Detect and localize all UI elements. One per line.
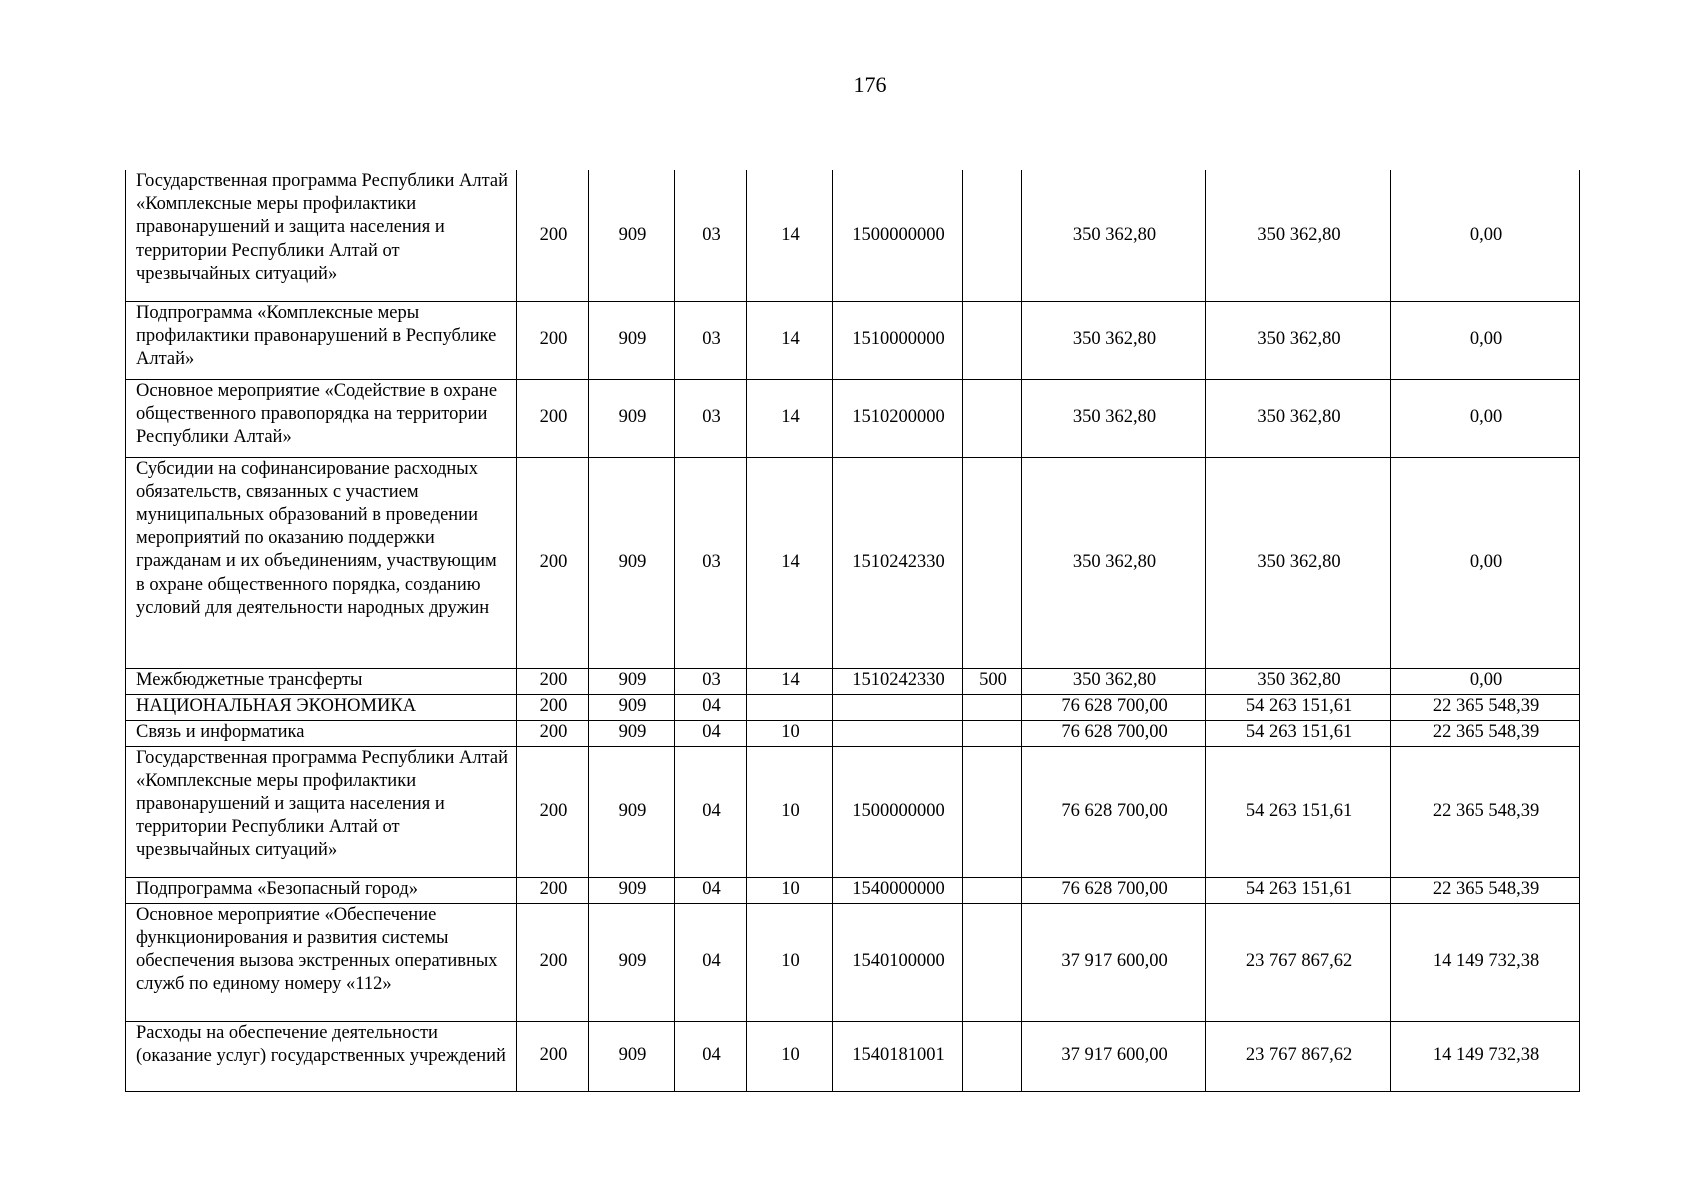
cell-subsection: 14 <box>747 301 833 379</box>
table-row <box>126 720 1580 746</box>
cell-code-2: 909 <box>589 379 675 457</box>
cell-section: 03 <box>675 170 747 301</box>
cell-code-2: 909 <box>589 170 675 301</box>
cell-amount-executed: 350 362,80 <box>1206 379 1391 457</box>
cell-amount-approved: 37 917 600,00 <box>1022 1021 1206 1091</box>
cell-name: Государственная программа Республики Алтай «Комплексные меры профилактики правонарушений и защита населения и территории Республики Алтай от чрезвычайных ситуаций» <box>126 746 517 877</box>
cell-target-article: 1510200000 <box>833 379 963 457</box>
cell-code-2: 909 <box>589 720 675 746</box>
cell-code-1: 200 <box>517 1021 589 1091</box>
cell-section: 03 <box>675 457 747 668</box>
cell-code-1: 200 <box>517 877 589 903</box>
cell-subsection: 10 <box>747 903 833 1021</box>
cell-amount-unexecuted: 0,00 <box>1391 301 1580 379</box>
cell-amount-unexecuted: 0,00 <box>1391 170 1580 301</box>
cell-amount-unexecuted: 22 365 548,39 <box>1391 720 1580 746</box>
cell-subsection: 10 <box>747 1021 833 1091</box>
cell-code-1: 200 <box>517 301 589 379</box>
cell-code-1: 200 <box>517 170 589 301</box>
cell-amount-approved: 76 628 700,00 <box>1022 746 1206 877</box>
cell-name: Подпрограмма «Комплексные меры профилактики правонарушений в Республике Алтай» <box>126 301 517 379</box>
cell-name: Подпрограмма «Безопасный город» <box>126 877 517 903</box>
cell-expense-type <box>963 301 1022 379</box>
cell-code-1: 200 <box>517 694 589 720</box>
cell-code-2: 909 <box>589 1021 675 1091</box>
table-body <box>126 170 1580 1091</box>
cell-code-1: 200 <box>517 457 589 668</box>
cell-amount-approved: 76 628 700,00 <box>1022 877 1206 903</box>
cell-amount-executed: 23 767 867,62 <box>1206 903 1391 1021</box>
table-row <box>126 746 1580 877</box>
cell-amount-executed: 23 767 867,62 <box>1206 1021 1391 1091</box>
cell-amount-unexecuted: 14 149 732,38 <box>1391 903 1580 1021</box>
cell-code-2: 909 <box>589 301 675 379</box>
cell-amount-approved: 350 362,80 <box>1022 457 1206 668</box>
cell-target-article: 1510242330 <box>833 668 963 694</box>
cell-subsection: 10 <box>747 877 833 903</box>
cell-target-article: 1510000000 <box>833 301 963 379</box>
cell-name: Основное мероприятие «Содействие в охране общественного правопорядка на территории Республики Алтай» <box>126 379 517 457</box>
cell-amount-unexecuted: 22 365 548,39 <box>1391 694 1580 720</box>
cell-name: Расходы на обеспечение деятельности (оказание услуг) государственных учреждений <box>126 1021 517 1091</box>
cell-amount-approved: 37 917 600,00 <box>1022 903 1206 1021</box>
cell-code-2: 909 <box>589 903 675 1021</box>
cell-subsection: 14 <box>747 170 833 301</box>
cell-code-1: 200 <box>517 746 589 877</box>
cell-expense-type <box>963 1021 1022 1091</box>
table-row <box>126 1021 1580 1091</box>
cell-name: Связь и информатика <box>126 720 517 746</box>
cell-code-2: 909 <box>589 668 675 694</box>
table-row <box>126 170 1580 301</box>
table-row <box>126 301 1580 379</box>
cell-subsection: 10 <box>747 746 833 877</box>
cell-target-article: 1510242330 <box>833 457 963 668</box>
cell-expense-type <box>963 903 1022 1021</box>
cell-amount-executed: 54 263 151,61 <box>1206 720 1391 746</box>
cell-section: 04 <box>675 694 747 720</box>
cell-amount-executed: 54 263 151,61 <box>1206 694 1391 720</box>
cell-amount-unexecuted: 14 149 732,38 <box>1391 1021 1580 1091</box>
cell-expense-type <box>963 379 1022 457</box>
cell-amount-unexecuted: 22 365 548,39 <box>1391 746 1580 877</box>
cell-expense-type <box>963 720 1022 746</box>
cell-target-article: 1540100000 <box>833 903 963 1021</box>
cell-amount-unexecuted: 0,00 <box>1391 379 1580 457</box>
cell-section: 04 <box>675 1021 747 1091</box>
cell-section: 03 <box>675 379 747 457</box>
cell-amount-unexecuted: 0,00 <box>1391 457 1580 668</box>
cell-code-1: 200 <box>517 720 589 746</box>
cell-code-1: 200 <box>517 903 589 1021</box>
cell-subsection <box>747 694 833 720</box>
cell-amount-approved: 76 628 700,00 <box>1022 694 1206 720</box>
cell-target-article: 1540181001 <box>833 1021 963 1091</box>
cell-amount-executed: 350 362,80 <box>1206 170 1391 301</box>
cell-subsection: 10 <box>747 720 833 746</box>
cell-amount-approved: 350 362,80 <box>1022 301 1206 379</box>
table-row <box>126 903 1580 1021</box>
cell-code-2: 909 <box>589 694 675 720</box>
cell-code-2: 909 <box>589 457 675 668</box>
cell-expense-type <box>963 694 1022 720</box>
table-row <box>126 668 1580 694</box>
table-row <box>126 457 1580 668</box>
cell-section: 04 <box>675 720 747 746</box>
cell-amount-executed: 54 263 151,61 <box>1206 746 1391 877</box>
cell-amount-approved: 76 628 700,00 <box>1022 720 1206 746</box>
cell-name: Межбюджетные трансферты <box>126 668 517 694</box>
cell-section: 04 <box>675 746 747 877</box>
cell-code-2: 909 <box>589 877 675 903</box>
table-row <box>126 694 1580 720</box>
cell-amount-approved: 350 362,80 <box>1022 170 1206 301</box>
cell-section: 04 <box>675 903 747 1021</box>
cell-target-article: 1540000000 <box>833 877 963 903</box>
cell-section: 03 <box>675 301 747 379</box>
cell-amount-approved: 350 362,80 <box>1022 668 1206 694</box>
cell-target-article <box>833 694 963 720</box>
cell-expense-type <box>963 746 1022 877</box>
cell-amount-executed: 350 362,80 <box>1206 457 1391 668</box>
cell-name: Субсидии на софинансирование расходных обязательств, связанных с участием муниципальных образований в проведении мероприятий по оказанию поддержки гражданам и их объединениям, участвующим в охране общественного порядка, созданию условий для деятельности народных дружин <box>126 457 517 668</box>
budget-table <box>125 170 1580 1092</box>
cell-expense-type <box>963 457 1022 668</box>
cell-name: Государственная программа Республики Алтай «Комплексные меры профилактики правонарушений и защита населения и территории Республики Алтай от чрезвычайных ситуаций» <box>126 170 517 301</box>
cell-expense-type <box>963 877 1022 903</box>
cell-target-article: 1500000000 <box>833 746 963 877</box>
cell-amount-executed: 350 362,80 <box>1206 668 1391 694</box>
cell-subsection: 14 <box>747 668 833 694</box>
cell-code-1: 200 <box>517 668 589 694</box>
cell-name: Основное мероприятие «Обеспечение функционирования и развития системы обеспечения вызова экстренных оперативных служб по единому номеру «112» <box>126 903 517 1021</box>
cell-expense-type <box>963 170 1022 301</box>
cell-name: НАЦИОНАЛЬНАЯ ЭКОНОМИКА <box>126 694 517 720</box>
cell-amount-approved: 350 362,80 <box>1022 379 1206 457</box>
cell-amount-unexecuted: 0,00 <box>1391 668 1580 694</box>
cell-amount-executed: 54 263 151,61 <box>1206 877 1391 903</box>
cell-section: 03 <box>675 668 747 694</box>
cell-subsection: 14 <box>747 379 833 457</box>
cell-code-2: 909 <box>589 746 675 877</box>
cell-amount-executed: 350 362,80 <box>1206 301 1391 379</box>
cell-subsection: 14 <box>747 457 833 668</box>
cell-target-article <box>833 720 963 746</box>
table-row <box>126 379 1580 457</box>
cell-amount-unexecuted: 22 365 548,39 <box>1391 877 1580 903</box>
cell-section: 04 <box>675 877 747 903</box>
cell-expense-type: 500 <box>963 668 1022 694</box>
table-row <box>126 877 1580 903</box>
cell-code-1: 200 <box>517 379 589 457</box>
page-number: 176 <box>853 72 887 97</box>
cell-target-article: 1500000000 <box>833 170 963 301</box>
